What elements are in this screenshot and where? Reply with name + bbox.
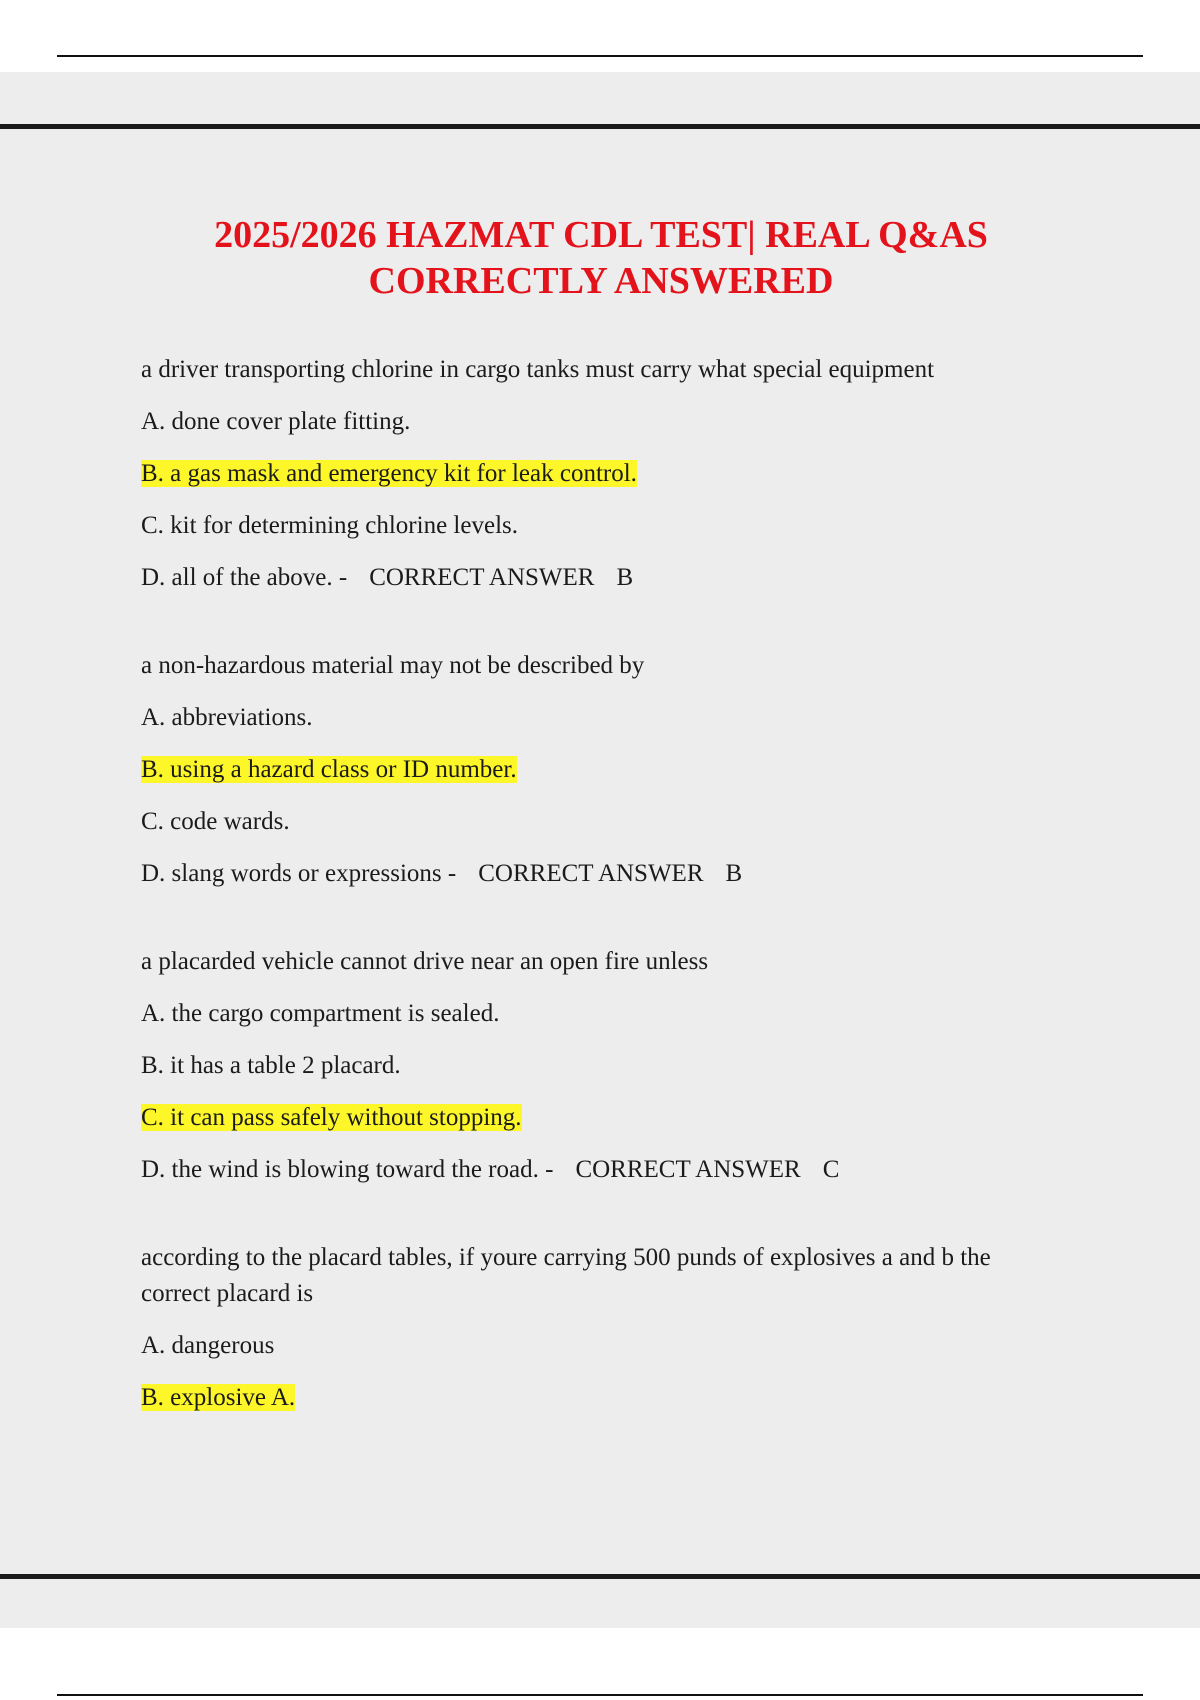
- question-text: a driver transporting chlorine in cargo tanks must carry what special equipment: [141, 356, 935, 383]
- question-list: [141, 352, 1041, 1416]
- document-title: [0, 212, 1061, 304]
- answer-option: [141, 1328, 1041, 1364]
- question-block: [141, 944, 1041, 1188]
- option-text: A. abbreviations.: [141, 704, 313, 731]
- answer-option: [141, 1100, 1041, 1136]
- answer-option: [141, 1380, 1041, 1416]
- option-text: A. done cover plate fitting.: [141, 408, 411, 435]
- option-text: A. the cargo compartment is sealed.: [141, 1000, 500, 1027]
- sheet-top-border: [0, 124, 1200, 129]
- top-rule: [57, 55, 1143, 57]
- sheet-bottom-border: [0, 1574, 1200, 1579]
- answer-option: [141, 700, 1041, 736]
- answer-option: [141, 1048, 1041, 1084]
- answer-option: [141, 456, 1041, 492]
- correct-answer-letter: B: [725, 860, 743, 887]
- option-text: B. it has a table 2 placard.: [141, 1052, 401, 1079]
- question-block: [141, 352, 1041, 596]
- option-text: D. the wind is blowing toward the road. -: [141, 1156, 554, 1183]
- highlighted-correct-option: B. using a hazard class or ID number.: [141, 756, 517, 783]
- bottom-rule: [57, 1694, 1143, 1696]
- answer-option: [141, 1152, 1041, 1188]
- document-sheet: [0, 72, 1200, 1628]
- question-block: [141, 648, 1041, 892]
- document-content: [141, 212, 1041, 1468]
- title-line-2: CORRECTLY ANSWERED: [368, 260, 834, 302]
- highlighted-correct-option: B. a gas mask and emergency kit for leak control.: [141, 460, 637, 487]
- question-block: [141, 1240, 1041, 1416]
- answer-option: [141, 856, 1041, 892]
- question-text: according to the placard tables, if youre carrying 500 punds of explosives a and b the correct placard is: [141, 1244, 991, 1307]
- answer-option: [141, 752, 1041, 788]
- option-text: D. slang words or expressions -: [141, 860, 457, 887]
- correct-answer-label: CORRECT ANSWER: [575, 1156, 801, 1183]
- option-text: A. dangerous: [141, 1332, 275, 1359]
- highlighted-correct-option: C. it can pass safely without stopping.: [141, 1104, 522, 1131]
- correct-answer-letter: B: [616, 564, 634, 591]
- correct-answer-label: CORRECT ANSWER: [478, 860, 704, 887]
- correct-answer-letter: C: [822, 1156, 840, 1183]
- answer-option: [141, 996, 1041, 1032]
- option-text: C. kit for determining chlorine levels.: [141, 512, 518, 539]
- answer-option: [141, 404, 1041, 440]
- answer-option: [141, 560, 1041, 596]
- question-text: a non-hazardous material may not be described by: [141, 652, 645, 679]
- title-line-1: 2025/2026 HAZMAT CDL TEST| REAL Q&AS: [214, 214, 988, 256]
- correct-answer-label: CORRECT ANSWER: [369, 564, 595, 591]
- option-text: C. code wards.: [141, 808, 290, 835]
- question-text: a placarded vehicle cannot drive near an open fire unless: [141, 948, 709, 975]
- answer-option: [141, 508, 1041, 544]
- answer-option: [141, 804, 1041, 840]
- option-text: D. all of the above. -: [141, 564, 348, 591]
- highlighted-correct-option: B. explosive A.: [141, 1384, 296, 1411]
